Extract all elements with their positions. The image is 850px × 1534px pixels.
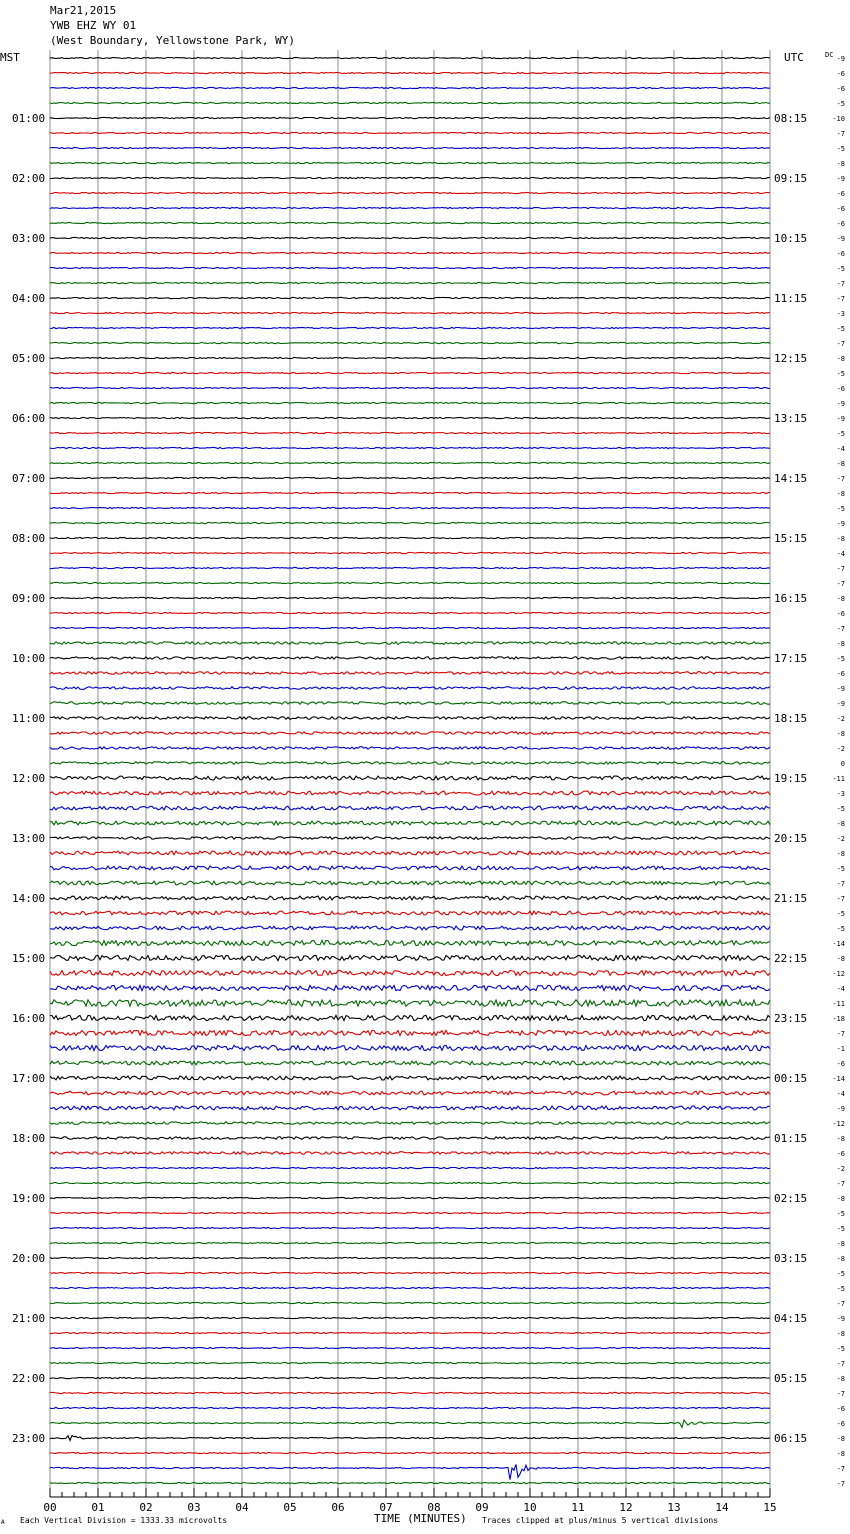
trace-row xyxy=(50,911,770,915)
trace-row xyxy=(50,567,770,568)
utc-hour-label: 10:15 xyxy=(774,232,808,245)
trace-row xyxy=(50,627,770,628)
dc-offset-label: -6 xyxy=(836,610,845,618)
trace-row xyxy=(50,597,770,598)
mst-hour-label: 09:00 xyxy=(12,592,46,605)
mst-hour-label: 17:00 xyxy=(12,1072,46,1085)
trace-row xyxy=(50,672,770,675)
mst-hour-label: 15:00 xyxy=(12,952,46,965)
dc-offset-label: -9 xyxy=(836,1105,845,1113)
trace-row xyxy=(50,1045,770,1050)
dc-offset-label: -9 xyxy=(836,685,845,693)
mst-hour-label: 07:00 xyxy=(12,472,46,485)
dc-offset-label: -5 xyxy=(836,430,845,438)
trace-row xyxy=(50,702,770,705)
mst-hour-label: 10:00 xyxy=(12,652,46,665)
dc-offset-label: -9 xyxy=(836,55,845,63)
trace-row xyxy=(50,132,770,133)
dc-offset-label: -5 xyxy=(836,325,845,333)
utc-hour-label: 01:15 xyxy=(774,1132,808,1145)
dc-offset-label: -7 xyxy=(836,475,845,483)
dc-offset-label: -8 xyxy=(836,490,845,498)
trace-row xyxy=(50,1137,770,1140)
trace-row xyxy=(50,522,770,523)
x-tick-label: 03 xyxy=(187,1501,201,1514)
plot-date: Mar21,2015 xyxy=(50,4,117,17)
dc-offset-label: -5 xyxy=(836,1345,845,1353)
dc-offset-label: -5 xyxy=(836,1270,845,1278)
dc-offset-label: -7 xyxy=(836,1465,845,1473)
trace-row xyxy=(50,1407,770,1408)
trace-row xyxy=(50,762,770,765)
dc-offset-label: -7 xyxy=(836,625,845,633)
utc-hour-label: 15:15 xyxy=(774,532,808,545)
trace-row xyxy=(50,507,770,508)
dc-offset-labels xyxy=(832,55,845,1488)
utc-hour-label: 16:15 xyxy=(774,592,808,605)
trace-row xyxy=(50,537,770,538)
trace-row xyxy=(50,342,770,343)
trace-row xyxy=(50,821,770,825)
trace-row xyxy=(50,1061,770,1065)
utc-hour-label: 03:15 xyxy=(774,1252,808,1265)
utc-hour-label: 05:15 xyxy=(774,1372,808,1385)
dc-offset-label: -2 xyxy=(836,715,845,723)
trace-row xyxy=(50,282,770,283)
trace-row xyxy=(50,147,770,148)
dc-offset-label: -5 xyxy=(836,655,845,663)
trace-row xyxy=(50,1227,770,1228)
dc-offset-label: -18 xyxy=(832,1015,845,1023)
trace-row xyxy=(50,207,770,208)
dc-offset-label: -8 xyxy=(836,1195,845,1203)
dc-offset-label: -7 xyxy=(836,295,845,303)
trace-row xyxy=(50,837,770,840)
trace-row xyxy=(50,1197,770,1198)
utc-hour-label: 14:15 xyxy=(774,472,808,485)
dc-offset-label: -8 xyxy=(836,460,845,468)
trace-row xyxy=(50,417,770,418)
trace-row xyxy=(50,1332,770,1333)
trace-row xyxy=(50,1377,770,1378)
trace-row xyxy=(50,955,770,960)
mst-hour-label: 08:00 xyxy=(12,532,46,545)
trace-row xyxy=(50,1302,770,1303)
trace-row xyxy=(50,747,770,750)
trace-row xyxy=(50,806,770,810)
dc-offset-label: -5 xyxy=(836,1285,845,1293)
dc-offset-label: -11 xyxy=(832,1000,845,1008)
dc-offset-label: -12 xyxy=(832,1120,845,1128)
mst-hour-label: 02:00 xyxy=(12,172,46,185)
x-tick-label: 01 xyxy=(91,1501,105,1514)
trace-row xyxy=(50,72,770,73)
trace-row xyxy=(50,312,770,313)
dc-offset-label: -8 xyxy=(836,1375,845,1383)
mst-hour-label: 21:00 xyxy=(12,1312,46,1325)
trace-row xyxy=(50,1167,770,1168)
trace-row xyxy=(50,177,770,178)
dc-offset-label: -7 xyxy=(836,895,845,903)
dc-offset-label: -14 xyxy=(832,1075,845,1083)
dc-offset-label: -6 xyxy=(836,70,845,78)
trace-row xyxy=(50,866,770,870)
utc-hour-label: 13:15 xyxy=(774,412,808,425)
mst-hour-label: 13:00 xyxy=(12,832,46,845)
dc-offset-label: -5 xyxy=(836,1225,845,1233)
trace-row xyxy=(50,1347,770,1348)
dc-offset-label: -4 xyxy=(836,1090,845,1098)
trace-row xyxy=(50,717,770,720)
utc-hour-label: 08:15 xyxy=(774,112,808,125)
dc-offset-label: -6 xyxy=(836,1405,845,1413)
x-axis-title: TIME (MINUTES) xyxy=(374,1512,467,1525)
trace-row xyxy=(50,1420,770,1427)
utc-hour-label: 17:15 xyxy=(774,652,808,665)
trace-row xyxy=(50,1362,770,1363)
dc-offset-label: -9 xyxy=(836,235,845,243)
dc-offset-label: -9 xyxy=(836,415,845,423)
utc-hour-label: 20:15 xyxy=(774,832,808,845)
dc-offset-label: -6 xyxy=(836,205,845,213)
utc-zone-label: UTC xyxy=(784,51,804,64)
dc-offset-label: -8 xyxy=(836,595,845,603)
dc-offset-label: -8 xyxy=(836,1135,845,1143)
dc-offset-label: -7 xyxy=(836,1480,845,1488)
x-tick-label: 08 xyxy=(427,1501,441,1514)
mst-hour-label: 19:00 xyxy=(12,1192,46,1205)
x-tick-label: 12 xyxy=(619,1501,633,1514)
vertical-scale-note: Each Vertical Division = 1333.33 microvolts xyxy=(20,1516,228,1525)
trace-row xyxy=(50,192,770,193)
dc-offset-label: -5 xyxy=(836,910,845,918)
dc-offset-label: -7 xyxy=(836,1300,845,1308)
dc-offset-label: -5 xyxy=(836,925,845,933)
dc-offset-label: -7 xyxy=(836,130,845,138)
trace-row xyxy=(50,87,770,88)
mst-hour-label: 20:00 xyxy=(12,1252,46,1265)
mst-hour-label: 03:00 xyxy=(12,232,46,245)
x-tick-label: 11 xyxy=(571,1501,585,1514)
trace-row xyxy=(50,477,770,478)
trace-row xyxy=(50,492,770,493)
trace-row xyxy=(50,1482,770,1483)
trace-row xyxy=(50,1106,770,1110)
dc-offset-label: -8 xyxy=(836,850,845,858)
trace-row xyxy=(50,582,770,583)
x-tick-label: 06 xyxy=(331,1501,345,1514)
trace-row xyxy=(50,896,770,900)
trace-row xyxy=(50,1287,770,1288)
utc-hour-label: 23:15 xyxy=(774,1012,808,1025)
dc-offset-label: -8 xyxy=(836,1435,845,1443)
x-tick-label: 14 xyxy=(715,1501,729,1514)
dc-offset-label: -8 xyxy=(836,730,845,738)
trace-row xyxy=(50,1272,770,1273)
dc-offset-label: -2 xyxy=(836,1165,845,1173)
mst-hour-labels xyxy=(12,112,45,1445)
dc-offset-label: -6 xyxy=(836,190,845,198)
dc-offset-label: -1 xyxy=(836,1045,845,1053)
dc-offset-label: -6 xyxy=(836,1420,845,1428)
trace-row xyxy=(50,687,770,690)
trace-row xyxy=(50,1030,770,1035)
trace-row xyxy=(50,117,770,118)
dc-offset-label: -5 xyxy=(836,1210,845,1218)
utc-hour-label: 21:15 xyxy=(774,892,808,905)
trace-row xyxy=(50,357,770,358)
utc-hour-label: 18:15 xyxy=(774,712,808,725)
trace-row xyxy=(50,462,770,463)
dc-offset-label: -6 xyxy=(836,85,845,93)
trace-row xyxy=(50,1000,770,1006)
mst-hour-label: 11:00 xyxy=(12,712,46,725)
trace-row xyxy=(50,1182,770,1183)
trace-row xyxy=(50,970,770,975)
utc-hour-label: 02:15 xyxy=(774,1192,808,1205)
mst-hour-label: 06:00 xyxy=(12,412,46,425)
trace-row xyxy=(50,642,770,645)
trace-row xyxy=(50,402,770,403)
x-tick-label: 04 xyxy=(235,1501,249,1514)
utc-hour-label: 04:15 xyxy=(774,1312,808,1325)
trace-row xyxy=(50,926,770,930)
corner-mark: A xyxy=(1,1519,5,1526)
trace-row xyxy=(50,776,770,780)
utc-hour-label: 12:15 xyxy=(774,352,808,365)
dc-offset-label: -11 xyxy=(832,775,845,783)
dc-offset-label: -7 xyxy=(836,1390,845,1398)
dc-offset-label: -8 xyxy=(836,1255,845,1263)
trace-row xyxy=(50,791,770,795)
dc-offset-label: -6 xyxy=(836,1150,845,1158)
mst-hour-label: 23:00 xyxy=(12,1432,46,1445)
dc-offset-label: -6 xyxy=(836,250,845,258)
dc-offset-label: -5 xyxy=(836,805,845,813)
dc-offset-label: -7 xyxy=(836,880,845,888)
dc-offset-label: 0 xyxy=(840,760,845,768)
dc-header-label: DC xyxy=(825,51,834,59)
dc-offset-label: -9 xyxy=(836,700,845,708)
mst-hour-label: 04:00 xyxy=(12,292,46,305)
dc-offset-label: -8 xyxy=(836,1240,845,1248)
dc-offset-label: -7 xyxy=(836,580,845,588)
trace-row xyxy=(50,1152,770,1155)
utc-hour-label: 22:15 xyxy=(774,952,808,965)
dc-offset-label: -8 xyxy=(836,1330,845,1338)
trace-row xyxy=(50,940,770,945)
dc-offset-label: -9 xyxy=(836,1315,845,1323)
dc-offset-label: -8 xyxy=(836,160,845,168)
dc-offset-label: -12 xyxy=(832,970,845,978)
trace-row xyxy=(50,881,770,885)
trace-row xyxy=(50,1436,770,1441)
dc-offset-label: -7 xyxy=(836,1360,845,1368)
dc-offset-label: -5 xyxy=(836,265,845,273)
dc-offset-label: -9 xyxy=(836,175,845,183)
mst-hour-label: 18:00 xyxy=(12,1132,46,1145)
seismogram-traces xyxy=(50,57,770,1483)
dc-offset-label: -6 xyxy=(836,220,845,228)
dc-offset-label: -14 xyxy=(832,940,845,948)
dc-offset-label: -5 xyxy=(836,865,845,873)
dc-offset-label: -7 xyxy=(836,280,845,288)
x-tick-label: 05 xyxy=(283,1501,297,1514)
mst-hour-label: 12:00 xyxy=(12,772,46,785)
trace-row xyxy=(50,237,770,238)
utc-hour-label: 09:15 xyxy=(774,172,808,185)
dc-offset-label: -6 xyxy=(836,385,845,393)
minute-grid xyxy=(50,50,770,1495)
dc-offset-label: -4 xyxy=(836,445,845,453)
utc-hour-label: 19:15 xyxy=(774,772,808,785)
utc-hour-label: 11:15 xyxy=(774,292,808,305)
utc-hour-label: 06:15 xyxy=(774,1432,808,1445)
dc-offset-label: -2 xyxy=(836,745,845,753)
mst-hour-label: 22:00 xyxy=(12,1372,46,1385)
trace-row xyxy=(50,1452,770,1453)
trace-row xyxy=(50,1091,770,1095)
dc-offset-label: -8 xyxy=(836,820,845,828)
dc-offset-label: -8 xyxy=(836,640,845,648)
dc-offset-label: -9 xyxy=(836,520,845,528)
trace-row xyxy=(50,252,770,253)
trace-row xyxy=(50,851,770,855)
trace-row xyxy=(50,447,770,448)
x-tick-label: 02 xyxy=(139,1501,153,1514)
time-axis xyxy=(43,1488,776,1514)
trace-row xyxy=(50,1242,770,1243)
dc-offset-label: -7 xyxy=(836,1030,845,1038)
trace-row xyxy=(50,57,770,58)
dc-offset-label: -3 xyxy=(836,310,845,318)
dc-offset-label: -4 xyxy=(836,550,845,558)
trace-row xyxy=(50,1464,770,1479)
trace-row xyxy=(50,612,770,613)
dc-offset-label: -6 xyxy=(836,1060,845,1068)
trace-row xyxy=(50,327,770,328)
trace-row xyxy=(50,1392,770,1393)
trace-row xyxy=(50,297,770,298)
x-tick-label: 00 xyxy=(43,1501,57,1514)
dc-offset-label: -7 xyxy=(836,340,845,348)
trace-row xyxy=(50,1015,770,1020)
dc-offset-label: -8 xyxy=(836,535,845,543)
trace-row xyxy=(50,432,770,433)
utc-hour-label: 00:15 xyxy=(774,1072,808,1085)
dc-offset-label: -9 xyxy=(836,400,845,408)
dc-offset-label: -4 xyxy=(836,985,845,993)
trace-row xyxy=(50,1212,770,1213)
trace-row xyxy=(50,985,770,990)
trace-row xyxy=(50,1317,770,1318)
mst-hour-label: 05:00 xyxy=(12,352,46,365)
dc-offset-label: -5 xyxy=(836,145,845,153)
trace-row xyxy=(50,102,770,103)
x-tick-label: 07 xyxy=(379,1501,393,1514)
trace-row xyxy=(50,657,770,660)
dc-offset-label: -8 xyxy=(836,355,845,363)
x-tick-label: 15 xyxy=(763,1501,777,1514)
mst-hour-label: 14:00 xyxy=(12,892,46,905)
x-tick-label: 13 xyxy=(667,1501,681,1514)
trace-row xyxy=(50,162,770,163)
clipping-note: Traces clipped at plus/minus 5 vertical divisions xyxy=(482,1516,719,1525)
mst-hour-label: 16:00 xyxy=(12,1012,46,1025)
dc-offset-label: -6 xyxy=(836,670,845,678)
trace-row xyxy=(50,372,770,373)
trace-row xyxy=(50,732,770,735)
dc-offset-label: -7 xyxy=(836,1180,845,1188)
trace-row xyxy=(50,1257,770,1258)
dc-offset-label: -8 xyxy=(836,955,845,963)
dc-offset-label: -7 xyxy=(836,565,845,573)
trace-row xyxy=(50,552,770,553)
mst-zone-label: MST xyxy=(0,51,20,64)
trace-row xyxy=(50,1122,770,1125)
dc-offset-label: -10 xyxy=(832,115,845,123)
trace-row xyxy=(50,267,770,268)
dc-offset-label: -2 xyxy=(836,835,845,843)
trace-row xyxy=(50,1076,770,1080)
utc-hour-labels xyxy=(774,112,807,1445)
dc-offset-label: -5 xyxy=(836,505,845,513)
station-code: YWB EHZ WY 01 xyxy=(50,19,137,32)
dc-offset-label: -8 xyxy=(836,1450,845,1458)
dc-offset-label: -3 xyxy=(836,790,845,798)
dc-offset-label: -5 xyxy=(836,370,845,378)
station-location: (West Boundary, Yellowstone Park, WY) xyxy=(50,34,296,47)
dc-offset-label: -5 xyxy=(836,100,845,108)
mst-hour-label: 01:00 xyxy=(12,112,46,125)
trace-row xyxy=(50,222,770,223)
x-tick-label: 09 xyxy=(475,1501,489,1514)
x-tick-label: 10 xyxy=(523,1501,537,1514)
trace-row xyxy=(50,387,770,388)
